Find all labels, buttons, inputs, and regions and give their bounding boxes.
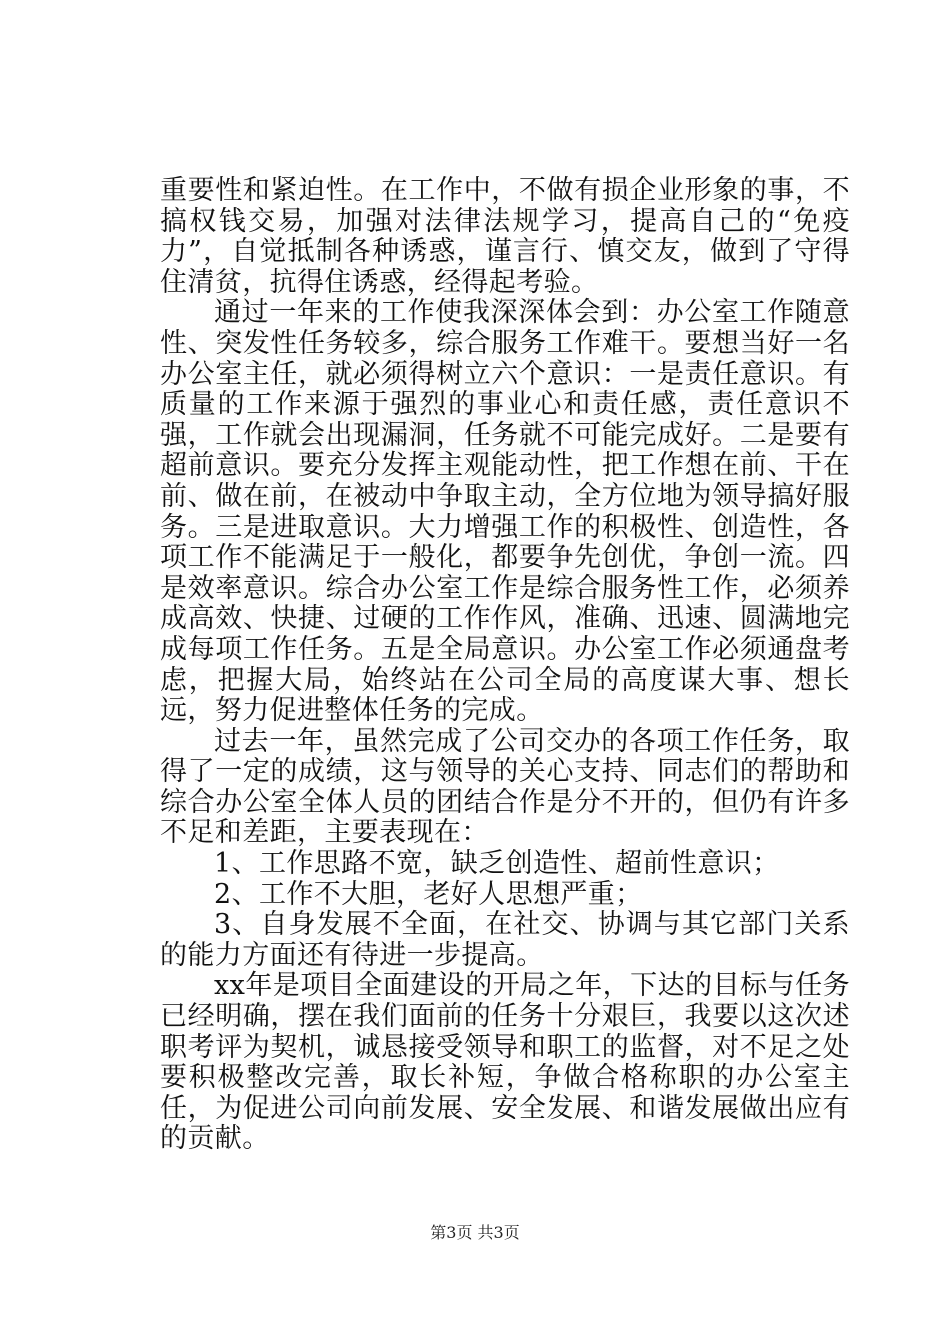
document-body: [160, 176, 850, 1155]
page-number-footer: 第3页 共3页: [430, 1223, 520, 1242]
list-item-3: 3、自身发展不全面，在社交、协调与其它部门关系的能力方面还有待进一步提高。: [160, 909, 850, 971]
paragraph-3: 过去一年，虽然完成了公司交办的各项工作任务，取得了一定的成绩，这与领导的关心支持、同志们的帮助和综合办公室全体人员的团结合作是分不开的，但仍有许多不足和差距，主要表现在：: [160, 725, 850, 849]
list-item-1: 1、工作思路不宽，缺乏创造性、超前性意识；: [214, 848, 780, 880]
paragraph-4: xx年是项目全面建设的开局之年，下达的目标与任务已经明确，摆在我们面前的任务十分艰巨，我要以这次述职考评为契机，诚恳接受领导和职工的监督，对不足之处要积极整改完善，取长补短，争做合格称职的办公室主任，为促进公司向前发展、安全发展、和谐发展做出应有的贡献。: [160, 970, 850, 1155]
list-item-2: 2、工作不大胆，老好人思想严重；: [214, 878, 643, 910]
paragraph-1: 重要性和紧迫性。在工作中，不做有损企业形象的事，不搞权钱交易，加强对法律法规学习，提高自己的“免疫力”，自觉抵制各种诱惑，谨言行、慎交友，做到了守得住清贫，抗得住诱惑，经得起考验。: [160, 175, 850, 298]
paragraph-2: 通过一年来的工作使我深深体会到：办公室工作随意性、突发性任务较多，综合服务工作难干。要想当好一名办公室主任，就必须得树立六个意识：一是责任意识。有质量的工作来源于强烈的事业心和责任感，责任意识不强，工作就会出现漏洞，任务就不可能完成好。二是要有超前意识。要充分发挥主观能动性，把工作想在前、干在前、做在前，在被动中争取主动，全方位地为领导搞好服务。三是进取意识。大力增强工作的积极性、创造性，各项工作不能满足于一般化，都要争先创优，争创一流。四是效率意识。综合办公室工作是综合服务性工作，必须养成高效、快捷、过硬的工作作风，准确、迅速、圆满地完成每项工作任务。五是全局意识。办公室工作必须通盘考虑，把握大局，始终站在公司全局的高度谋大事、想长远，努力促进整体任务的完成。: [160, 297, 850, 727]
